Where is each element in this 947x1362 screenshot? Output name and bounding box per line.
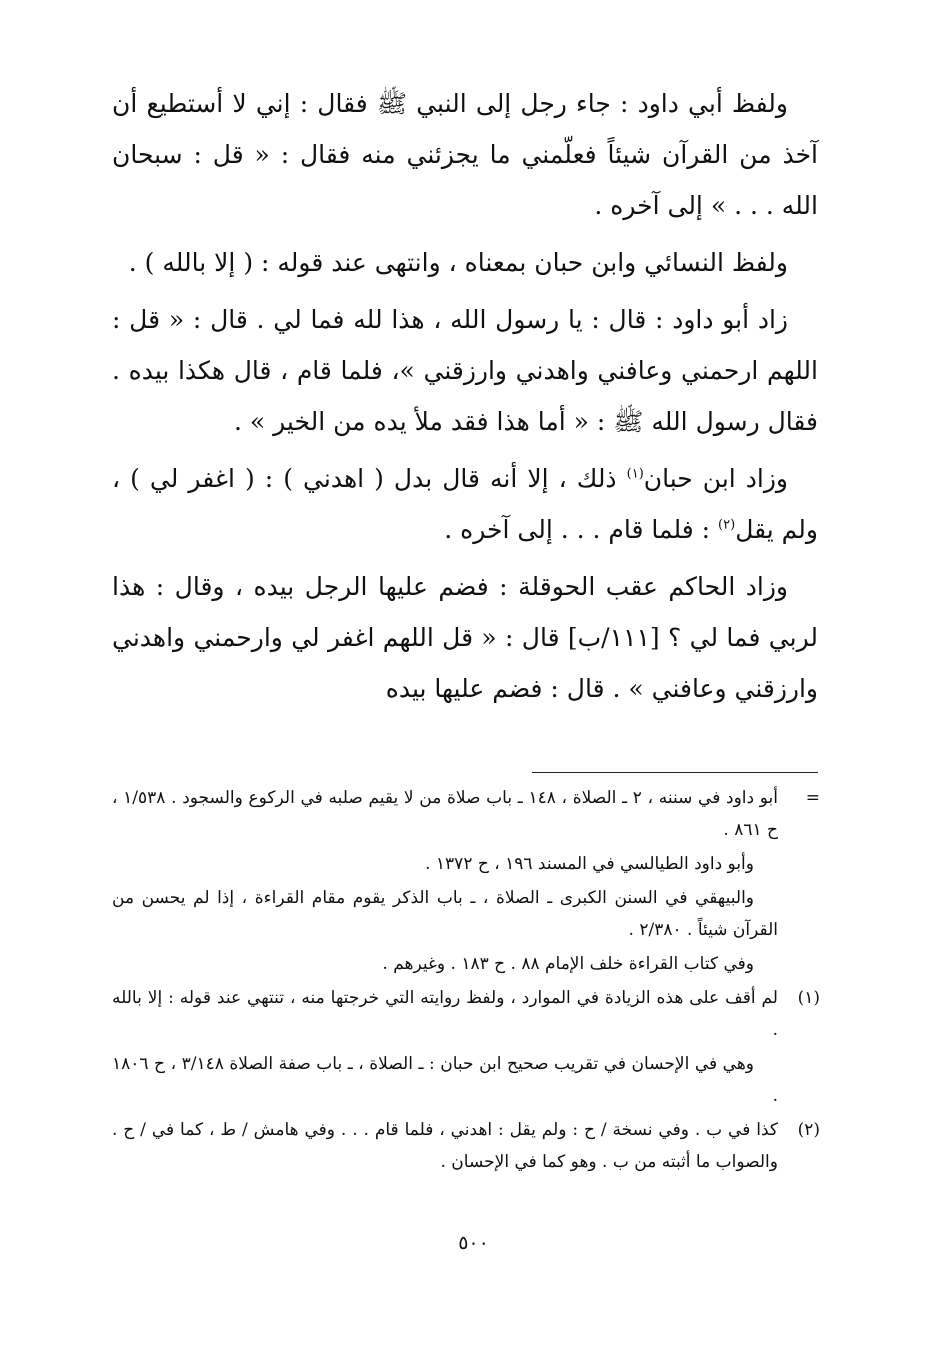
footnote-text: لم أقف على هذه الزيادة في الموارد ، ولفظ روايته التي خرجتها منه ، تنتهي عند قوله : إلا بالله . (112, 988, 778, 1040)
footnote-ref-1[interactable]: (١) (626, 466, 644, 482)
footnotes (112, 782, 824, 1180)
paragraph-abu-dawud: ولفظ أبي داود : جاء رجل إلى النبي ﷺ فقال : إني لا أستطيع أن آخذ من القرآن شيئاً فعلّمني ما يجزئني منه فقال : « قل : سبحان الله . . . » إلى آخره . (112, 89, 818, 220)
footnote-2 (112, 1114, 824, 1178)
main-text (112, 78, 818, 720)
continuation-mark: = (805, 788, 820, 808)
footnote-subline: وهي في الإحسان في تقريب صحيح ابن حبان : ـ الصلاة ، ـ باب صفة الصلاة ٣/١٤٨ ، ح ١٨٠٦ . (112, 1054, 778, 1106)
footnote-text: أبو داود في سننه ، ٢ ـ الصلاة ، ١٤٨ ـ باب صلاة من لا يقيم صلبه في الركوع والسجود . ١/٥٣٨ ، ح ٨٦١ . (112, 788, 779, 840)
page-number: ٥٠٠ (458, 1232, 489, 1254)
paragraph-ibn-hibban (112, 453, 818, 555)
paragraph-text: ذلك ، إلا أنه قال بدل ( اهدني ) : ( اغفر لي ) ، ولم يقل (112, 464, 818, 544)
footnote-subline: وفي كتاب القراءة خلف الإمام ٨٨ . ح ١٨٣ . وغيرهم . (382, 954, 754, 974)
footnote-subline: والبيهقي في السنن الكبرى ـ الصلاة ، ـ باب الذكر يقوم مقام القراءة ، إذا لم يحسن من القرآن شيئاً . ٢/٣٨٠ . (112, 888, 778, 940)
footnote-2-mark: (٢) (797, 1120, 820, 1140)
footnote-continuation (112, 782, 824, 846)
footnote-separator (532, 772, 818, 773)
footnote-1-mark: (١) (797, 988, 820, 1008)
paragraph-nasai: ولفظ النسائي وابن حبان بمعناه ، وانتهى عند قوله : ( إلا بالله ) . (128, 248, 788, 277)
footnote-ref-2[interactable]: (٢) (718, 517, 736, 533)
paragraph-text: : فلما قام . . . إلى آخره . (444, 515, 719, 544)
footnote-text: كذا في ب . وفي نسخة / ح : ولم يقل : اهدني ، فلما قام . . . وفي هامش / ط ، كما في / ح . والصواب ما أثبته من ب . وهو كما في الإحسان . (112, 1120, 778, 1172)
paragraph-text: وزاد ابن حبان (643, 464, 789, 493)
paragraph-abu-dawud-addition: زاد أبو داود : قال : يا رسول الله ، هذا لله فما لي . قال : « قل : اللهم ارحمني وعافني واهدني وارزقني »، فلما قام ، قال هكذا بيده . فقال رسول الله ﷺ : « أما هذا فقد ملأ يده من الخير » . (112, 305, 818, 436)
footnote-1 (112, 982, 824, 1046)
paragraph-hakim: وزاد الحاكم عقب الحوقلة : فضم عليها الرجل بيده ، وقال : هذا لربي فما لي ؟ [١١١/ب] قال : « قل اللهم اغفر لي وارحمني واهدني وارزقني وعافني » . قال : فضم عليها بيده (112, 572, 819, 703)
footnote-subline: وأبو داود الطيالسي في المسند ١٩٦ ، ح ١٣٧٢ . (425, 854, 754, 874)
